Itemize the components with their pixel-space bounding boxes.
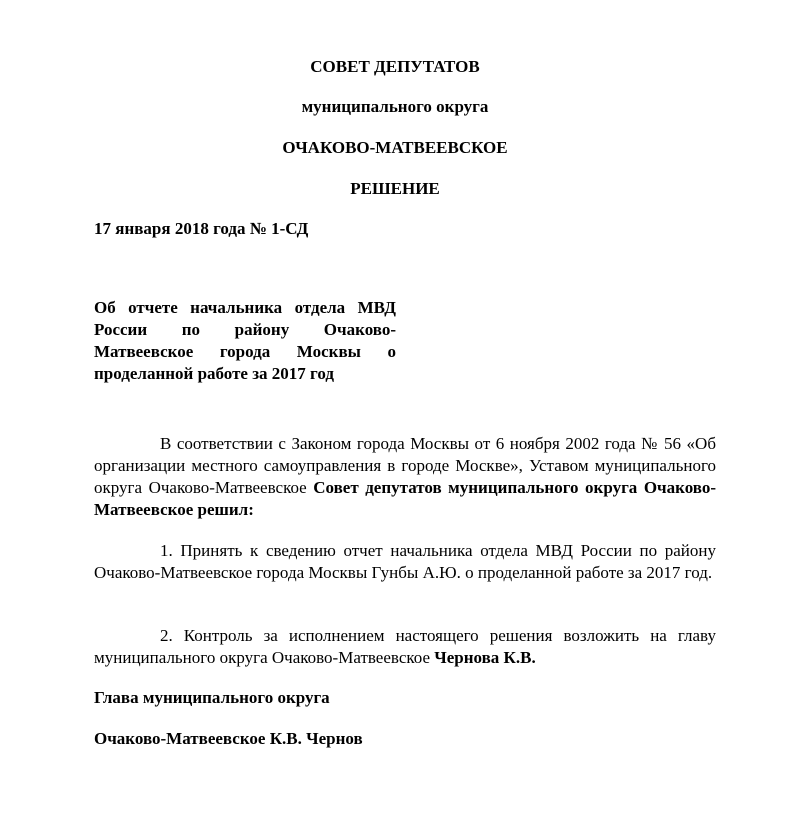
item-2-bold: Чернова К.В. xyxy=(434,648,536,667)
item-2-paragraph xyxy=(94,625,716,669)
item-1-paragraph: 1. Принять к сведению отчет начальника отдела МВД России по району Очаково-Матвеевское города Москвы Гунбы А.Ю. о проделанной работе за 2017 год. xyxy=(94,541,716,582)
council-title: СОВЕТ ДЕПУТАТОВ xyxy=(310,57,480,76)
district-name: ОЧАКОВО-МАТВЕЕВСКОЕ xyxy=(282,138,508,157)
date-number: 17 января 2018 года № 1-СД xyxy=(94,219,309,238)
signature-title: Глава муниципального округа xyxy=(94,688,330,707)
document-type: РЕШЕНИЕ xyxy=(350,179,440,198)
signature-name: Очаково-Матвеевское К.В. Чернов xyxy=(94,729,363,748)
preamble-bold: Совет депутатов муниципального округа Очаково-Матвеевское решил: xyxy=(94,478,716,519)
preamble-text: В соответствии с Законом города Москвы от 6 ноября 2002 года № 56 «Об организации местного самоуправления в городе Москве», Уставом муниципального округа Очаково-Матвеевское xyxy=(94,434,716,497)
preamble-paragraph xyxy=(94,433,716,521)
item-2-text: 2. Контроль за исполнением настоящего решения возложить на главу муниципального округа Очаково-Матвеевское xyxy=(94,626,716,667)
district-line: муниципального округа xyxy=(301,97,489,116)
decision-subject: Об отчете начальника отдела МВД России по району Очаково-Матвеевское города Москвы о проделанной работе за 2017 год xyxy=(94,298,396,383)
